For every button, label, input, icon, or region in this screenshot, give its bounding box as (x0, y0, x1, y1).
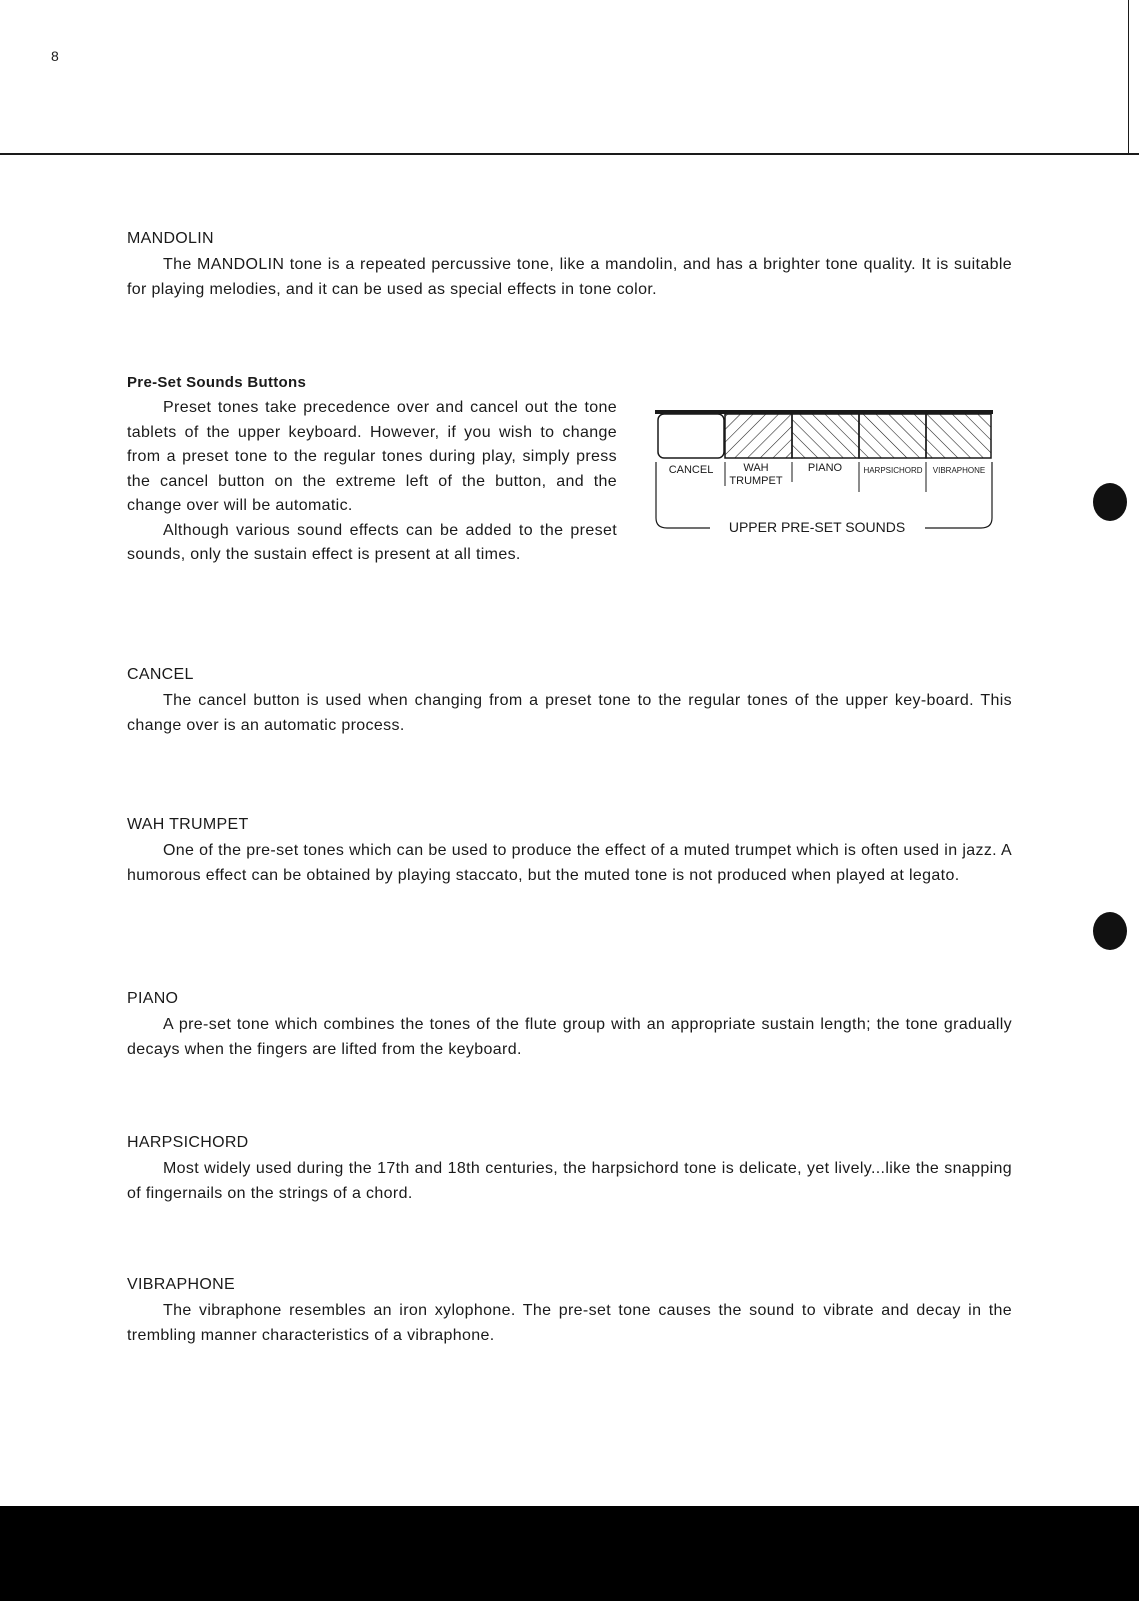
preset-buttons-diagram (655, 410, 1005, 550)
page-number: 8 (51, 48, 59, 64)
scan-bottom-border (0, 1506, 1139, 1601)
wah-trumpet-button-shape (725, 414, 792, 458)
vibraphone-section (127, 1276, 1012, 1348)
vibraphone-button-shape (926, 414, 991, 458)
label-piano: PIANO (807, 462, 843, 474)
label-wah: WAH (743, 462, 769, 474)
preset-diagram-svg (655, 410, 1005, 545)
harpsichord-heading: HARPSICHORD (127, 1134, 249, 1151)
binder-hole-top (1093, 483, 1127, 521)
diagram-caption: UPPER PRE-SET SOUNDS (728, 519, 906, 535)
label-harpsichord: HARPSICHORD (863, 466, 923, 475)
preset-heading: Pre-Set Sounds Buttons (127, 374, 307, 391)
header-rule (0, 153, 1139, 155)
harpsichord-button-shape (859, 414, 926, 458)
piano-text: A pre-set tone which combines the tones of the flute group with an appropriate sustain length; the tone gradually decays when the fingers are lifted from the keyboard. (127, 1016, 1012, 1058)
binder-hole-bottom (1093, 912, 1127, 950)
harpsichord-text: Most widely used during the 17th and 18th centuries, the harpsichord tone is delicate, yet lively...like the snapping of fingernails on the strings of a chord. (127, 1160, 1012, 1202)
mandolin-text: The MANDOLIN tone is a repeated percussive tone, like a mandolin, and has a brighter tone quality. It is suitable for playing melodies, and it can be used as special effects in tone color. (127, 256, 1012, 298)
vibraphone-text: The vibraphone resembles an iron xylophone. The pre-set tone causes the sound to vibrate and decay in the trembling manner characteristics of a vibraphone. (127, 1302, 1012, 1344)
wah-trumpet-text: One of the pre-set tones which can be used to produce the effect of a muted trumpet which is often used in jazz. A humorous effect can be obtained by playing staccato, but the muted tone is not produced when played at legato. (127, 842, 1012, 884)
preset-text-2: Although various sound effects can be added to the preset sounds, only the sustain effect is present at all times. (127, 521, 617, 563)
harpsichord-section (127, 1134, 1012, 1206)
piano-button-shape (792, 414, 859, 458)
piano-heading: PIANO (127, 990, 179, 1007)
piano-section (127, 990, 1012, 1062)
cancel-text: The cancel button is used when changing from a preset tone to the regular tones of the upper key-board. This change over is an automatic process. (127, 692, 1012, 734)
cancel-section (127, 666, 1012, 738)
wah-trumpet-section (127, 816, 1012, 888)
mandolin-section (127, 230, 1012, 302)
wah-trumpet-heading: WAH TRUMPET (127, 816, 249, 833)
label-trumpet: TRUMPET (729, 475, 783, 487)
label-vibraphone: VIBRAPHONE (932, 466, 986, 475)
cancel-button-shape (658, 414, 724, 458)
mandolin-heading: MANDOLIN (127, 230, 214, 247)
vibraphone-heading: VIBRAPHONE (127, 1276, 235, 1293)
page-edge-line (1128, 0, 1129, 155)
label-cancel: CANCEL (668, 464, 714, 476)
cancel-heading: CANCEL (127, 666, 194, 683)
preset-text-1: Preset tones take precedence over and cancel out the tone tablets of the upper keyboard. However, if you wish to change from a preset tone to the regular tones during play, simply press the cancel button on the extreme left of the button, and the change over will be automatic. (127, 399, 617, 514)
